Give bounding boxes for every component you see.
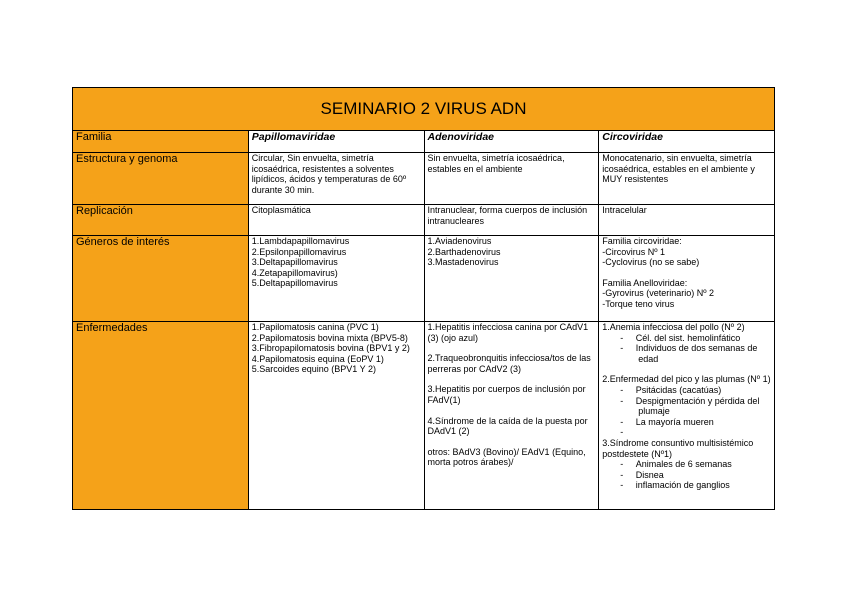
label-replicacion: Replicación	[73, 205, 249, 236]
list-item: 2.Epsilonpapillomavirus	[251, 246, 347, 257]
list-item: 2.Barthadenovirus	[427, 246, 501, 257]
family-adenoviridae: Adenoviridae	[424, 131, 599, 153]
row-replicacion	[73, 205, 775, 236]
list-item: 3.Mastadenovirus	[427, 257, 499, 268]
list-item: 3.Fibropapilomatosis bovina (BPV1 y 2)	[251, 343, 410, 354]
sub-item: - Disnea	[620, 469, 664, 480]
estructura-circo: Monocatenario, sin envuelta, simetría icosaédrica, estables en el ambiente y MUY resistentes	[599, 153, 775, 205]
list-item: 4.Zetapapillomavirus)	[251, 267, 338, 278]
label-enfermedades: Enfermedades	[73, 322, 249, 510]
list-item: -Gyrovirus (veterinario) Nº 2	[602, 288, 715, 299]
list-item: 3.Deltapapillomavirus	[251, 257, 338, 268]
sub-item: - La mayoría mueren	[620, 416, 714, 427]
seminar-table	[72, 87, 775, 510]
replicacion-adeno: Intranuclear, forma cuerpos de inclusión intranucleares	[424, 205, 599, 236]
row-enfermedades	[73, 322, 775, 510]
replicacion-circo: Intracelular	[599, 205, 775, 236]
list-item: 4.Papilomatosis equina (EoPV 1)	[251, 353, 384, 364]
label-estructura: Estructura y genoma	[73, 153, 249, 205]
list-item: 4.Síndrome de la caída de la puesta por DAdV1 (2)	[427, 415, 591, 437]
estructura-papillo: Circular, Sin envuelta, simetría icosaédrica, resistentes a solventes lipídicos, ácidos y temperaturas de 60º durante 30 min.	[248, 153, 424, 205]
list-item: Familia circoviridae:	[602, 236, 682, 246]
generos-papillo	[248, 236, 424, 322]
list-item: 3.Hepatitis por cuerpos de inclusión por FAdV(1)	[427, 384, 589, 405]
list-item: -Cyclovirus (no se sabe)	[602, 257, 700, 268]
row-estructura	[73, 153, 775, 205]
estructura-adeno: Sin envuelta, simetría icosaédrica, estables en el ambiente	[424, 153, 599, 205]
list-item: 5.Sarcoides equino (BPV1 Y 2)	[251, 364, 376, 375]
list-item: 5.Deltapapillomavirus	[251, 278, 338, 289]
replicacion-papillo: Citoplasmática	[248, 205, 424, 236]
list-item: 1.Hepatitis infecciosa canina por CAdV1 (3) (ojo azul)	[427, 322, 591, 343]
sub-item: - Cél. del sist. hemolinfático	[620, 332, 741, 343]
list-item: 1.Aviadenovirus	[427, 236, 492, 246]
title-row	[73, 88, 775, 131]
family-papillomaviridae: Papillomaviridae	[248, 131, 424, 153]
enfermedades-adeno	[424, 322, 599, 510]
enfermedades-circo	[599, 322, 775, 510]
list-item: 1.Lambdapapillomavirus	[251, 236, 350, 246]
list-item: 3.Síndrome consuntivo multisistémico postdestete (Nº1)	[602, 437, 756, 459]
list-item: otros: BAdV3 (Bovino)/ EAdV1 (Equino, morta potros árabes)/	[427, 446, 589, 468]
list-item: 2.Enfermedad del pico y las plumas (Nº 1)	[602, 374, 771, 385]
enfermedades-papillo	[248, 322, 424, 510]
list-item: 2.Papilomatosis bovina mixta (BPV5-8)	[251, 332, 408, 343]
label-familia: Familia	[73, 131, 249, 153]
list-item: -Torque teno virus	[602, 298, 675, 309]
sub-item: - Despigmentación y pérdida del plumaje	[620, 395, 760, 417]
list-item: 1.Papilomatosis canina (PVC 1)	[251, 322, 379, 332]
sub-item: - Psitácidas (cacatúas)	[620, 384, 722, 395]
row-familia	[73, 131, 775, 153]
table-title: SEMINARIO 2 VIRUS ADN	[73, 88, 775, 131]
family-circoviridae: Circoviridae	[599, 131, 775, 153]
list-item: Familia Anelloviridae:	[602, 277, 688, 288]
label-generos: Géneros de interés	[73, 236, 249, 322]
row-generos	[73, 236, 775, 322]
generos-circo	[599, 236, 775, 322]
list-item: 1.Anemia infecciosa del pollo (Nº 2)	[602, 322, 745, 332]
sub-item: - inflamación de ganglios	[620, 480, 730, 491]
dash-line: -	[620, 427, 624, 438]
sub-item: - Animales de 6 semanas	[620, 459, 732, 470]
generos-adeno	[424, 236, 599, 322]
sub-item: - Individuos de dos semanas de edad	[620, 343, 758, 364]
list-item: -Circovirus Nº 1	[602, 246, 666, 257]
list-item: 2.Traqueobronquitis infecciosa/tos de las perreras por CAdV2 (3)	[427, 353, 594, 374]
